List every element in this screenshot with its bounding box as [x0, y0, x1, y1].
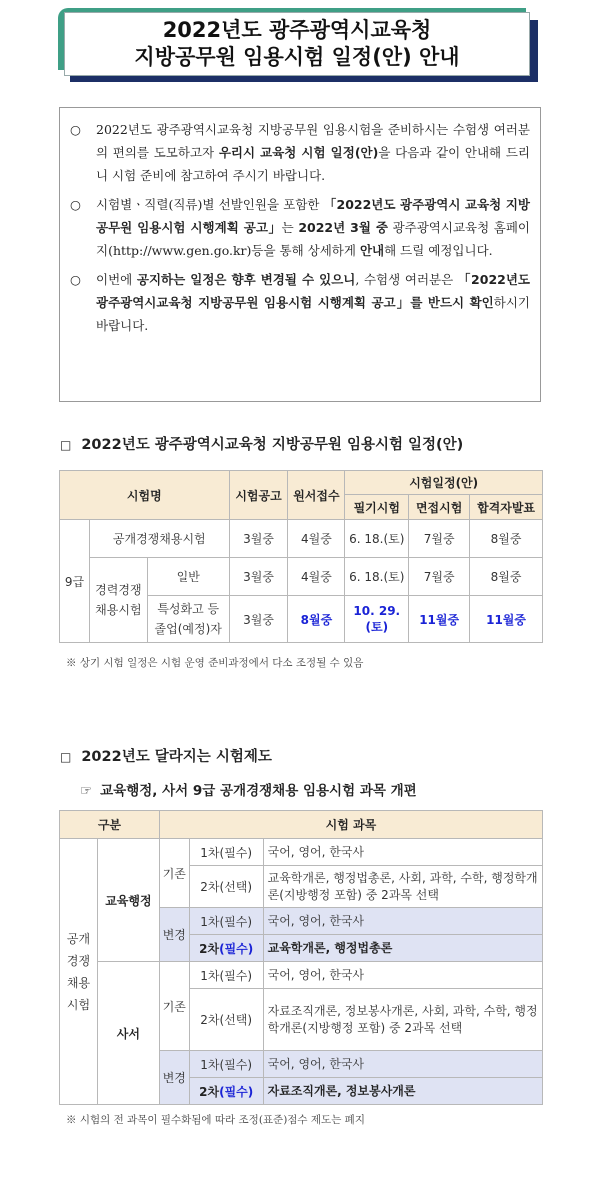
- written-cell: 6. 18.(토): [345, 558, 409, 596]
- group-cell: 공개 경쟁 채용 시험: [60, 839, 98, 1105]
- section-heading-changes: □ 2022년도 달라지는 시험제도: [60, 749, 272, 765]
- apply-cell: 4월중: [288, 558, 345, 596]
- table-row: [60, 558, 543, 596]
- written-cell: 6. 18.(토): [345, 520, 409, 558]
- title-box: [64, 12, 530, 76]
- existing-label-cell: 기존: [159, 962, 189, 1051]
- square-bullet-icon: □: [60, 750, 72, 764]
- section-heading-schedule: □ 2022년도 광주광역시교육청 지방공무원 임용시험 일정(안): [60, 437, 464, 453]
- notice-box: [59, 107, 541, 402]
- schedule-footnote: ※ 상기 시험 일정은 시험 운영 준비과정에서 다소 조정될 수 있음: [66, 657, 364, 669]
- table-row: [60, 839, 543, 866]
- subjects-cell: 교육학개론, 행정법총론, 사회, 과학, 수학, 행정학개론(지방행정 포함) 중 2과목 선택: [263, 866, 542, 908]
- title-banner: [58, 8, 538, 80]
- pointing-hand-icon: ☞: [80, 783, 93, 799]
- apply-cell: 8월중: [288, 596, 345, 643]
- existing-label-cell: 기존: [159, 839, 189, 908]
- header-schedule: 시험일정(안): [345, 471, 543, 495]
- circle-bullet-icon: ○: [70, 272, 81, 287]
- subjects-footnote: ※ 시험의 전 과목이 필수화됨에 따라 조정(표준)점수 제도는 폐지: [66, 1114, 365, 1126]
- result-cell: 8월중: [470, 520, 543, 558]
- notice-paragraph-3: ○ 이번에 공지하는 일정은 향후 변경될 수 있으니, 수험생 여러분은 「2022년도 광주광역시교육청 지방공무원 임용시험 시행계획 공고」를 반드시 확인하시기 바랍니다.: [70, 268, 530, 337]
- round-cell: 2차(필수): [189, 1078, 263, 1105]
- apply-cell: 4월중: [288, 520, 345, 558]
- notice-paragraph-2: ○ 시험별ㆍ직렬(직류)별 선발인원을 포함한 「2022년도 광주광역시 교육청 지방공무원 임용시험 시행계획 공고」는 2022년 3월 중 광주광역시교육청 홈페이지(http://www.gen.go.kr)등을 통해 상세하게 안내해 드릴 예정입니다.: [70, 193, 530, 262]
- round-cell: 1차(필수): [189, 839, 263, 866]
- round-cell: 1차(필수): [189, 908, 263, 935]
- result-cell: 8월중: [470, 558, 543, 596]
- header-interview: 면접시험: [409, 495, 470, 520]
- circle-bullet-icon: ○: [70, 122, 81, 137]
- header-category: 구분: [60, 811, 160, 839]
- interview-cell: 11월중: [409, 596, 470, 643]
- exam-name-cell: 공개경쟁채용시험: [89, 520, 229, 558]
- grade-cell: 9급: [60, 520, 90, 643]
- result-cell: 11월중: [470, 596, 543, 643]
- notice-paragraph-1: ○ 2022년도 광주광역시교육청 지방공무원 임용시험을 준비하시는 수험생 여러분의 편의를 도모하고자 우리시 교육청 시험 일정(안)을 다음과 같이 안내해 드리니 시험 준비에 참고하여 주시기 바랍니다.: [70, 118, 530, 187]
- subjects-cell: 국어, 영어, 한국사: [263, 962, 542, 989]
- round-cell: 1차(필수): [189, 1051, 263, 1078]
- header-apply: 원서접수: [288, 471, 345, 520]
- round-cell: 1차(필수): [189, 962, 263, 989]
- interview-cell: 7월중: [409, 520, 470, 558]
- header-result: 합격자발표: [470, 495, 543, 520]
- written-cell: 10. 29.(토): [345, 596, 409, 643]
- page-title-line2: 지방공무원 임용시험 일정(안) 안내: [134, 45, 460, 69]
- announce-cell: 3월중: [229, 558, 288, 596]
- header-announce: 시험공고: [229, 471, 288, 520]
- subjects-cell: 국어, 영어, 한국사: [263, 1051, 542, 1078]
- subjects-cell: 교육학개론, 행정법총론: [263, 935, 542, 962]
- career-group-cell: 경력경쟁 채용시험: [89, 558, 147, 643]
- subsection-heading: ☞ 교육행정, 사서 9급 공개경쟁채용 임용시험 과목 개편: [80, 783, 417, 799]
- table-row: [60, 962, 543, 989]
- round-cell: 2차(필수): [189, 935, 263, 962]
- announce-cell: 3월중: [229, 596, 288, 643]
- track-name-cell: 교육행정: [97, 839, 159, 962]
- subjects-cell: 국어, 영어, 한국사: [263, 839, 542, 866]
- exam-name-cell: 특성화고 등 졸업(예정)자: [147, 596, 229, 643]
- page-title-line1: 2022년도 광주광역시교육청: [162, 18, 432, 42]
- subject-table: [59, 810, 543, 1105]
- changed-label-cell: 변경: [159, 1051, 189, 1105]
- header-subjects: 시험 과목: [159, 811, 542, 839]
- exam-name-cell: 일반: [147, 558, 229, 596]
- circle-bullet-icon: ○: [70, 197, 81, 212]
- header-written: 필기시험: [345, 495, 409, 520]
- schedule-table: [59, 470, 543, 643]
- table-row: [60, 520, 543, 558]
- subjects-cell: 국어, 영어, 한국사: [263, 908, 542, 935]
- track-name-cell: 사서: [97, 962, 159, 1105]
- subjects-cell: 자료조직개론, 정보봉사개론, 사회, 과학, 수학, 행정학개론(지방행정 포함) 중 2과목 선택: [263, 989, 542, 1051]
- header-exam-name: 시험명: [60, 471, 230, 520]
- square-bullet-icon: □: [60, 438, 72, 452]
- subjects-cell: 자료조직개론, 정보봉사개론: [263, 1078, 542, 1105]
- round-cell: 2차(선택): [189, 989, 263, 1051]
- round-cell: 2차(선택): [189, 866, 263, 908]
- announce-cell: 3월중: [229, 520, 288, 558]
- interview-cell: 7월중: [409, 558, 470, 596]
- changed-label-cell: 변경: [159, 908, 189, 962]
